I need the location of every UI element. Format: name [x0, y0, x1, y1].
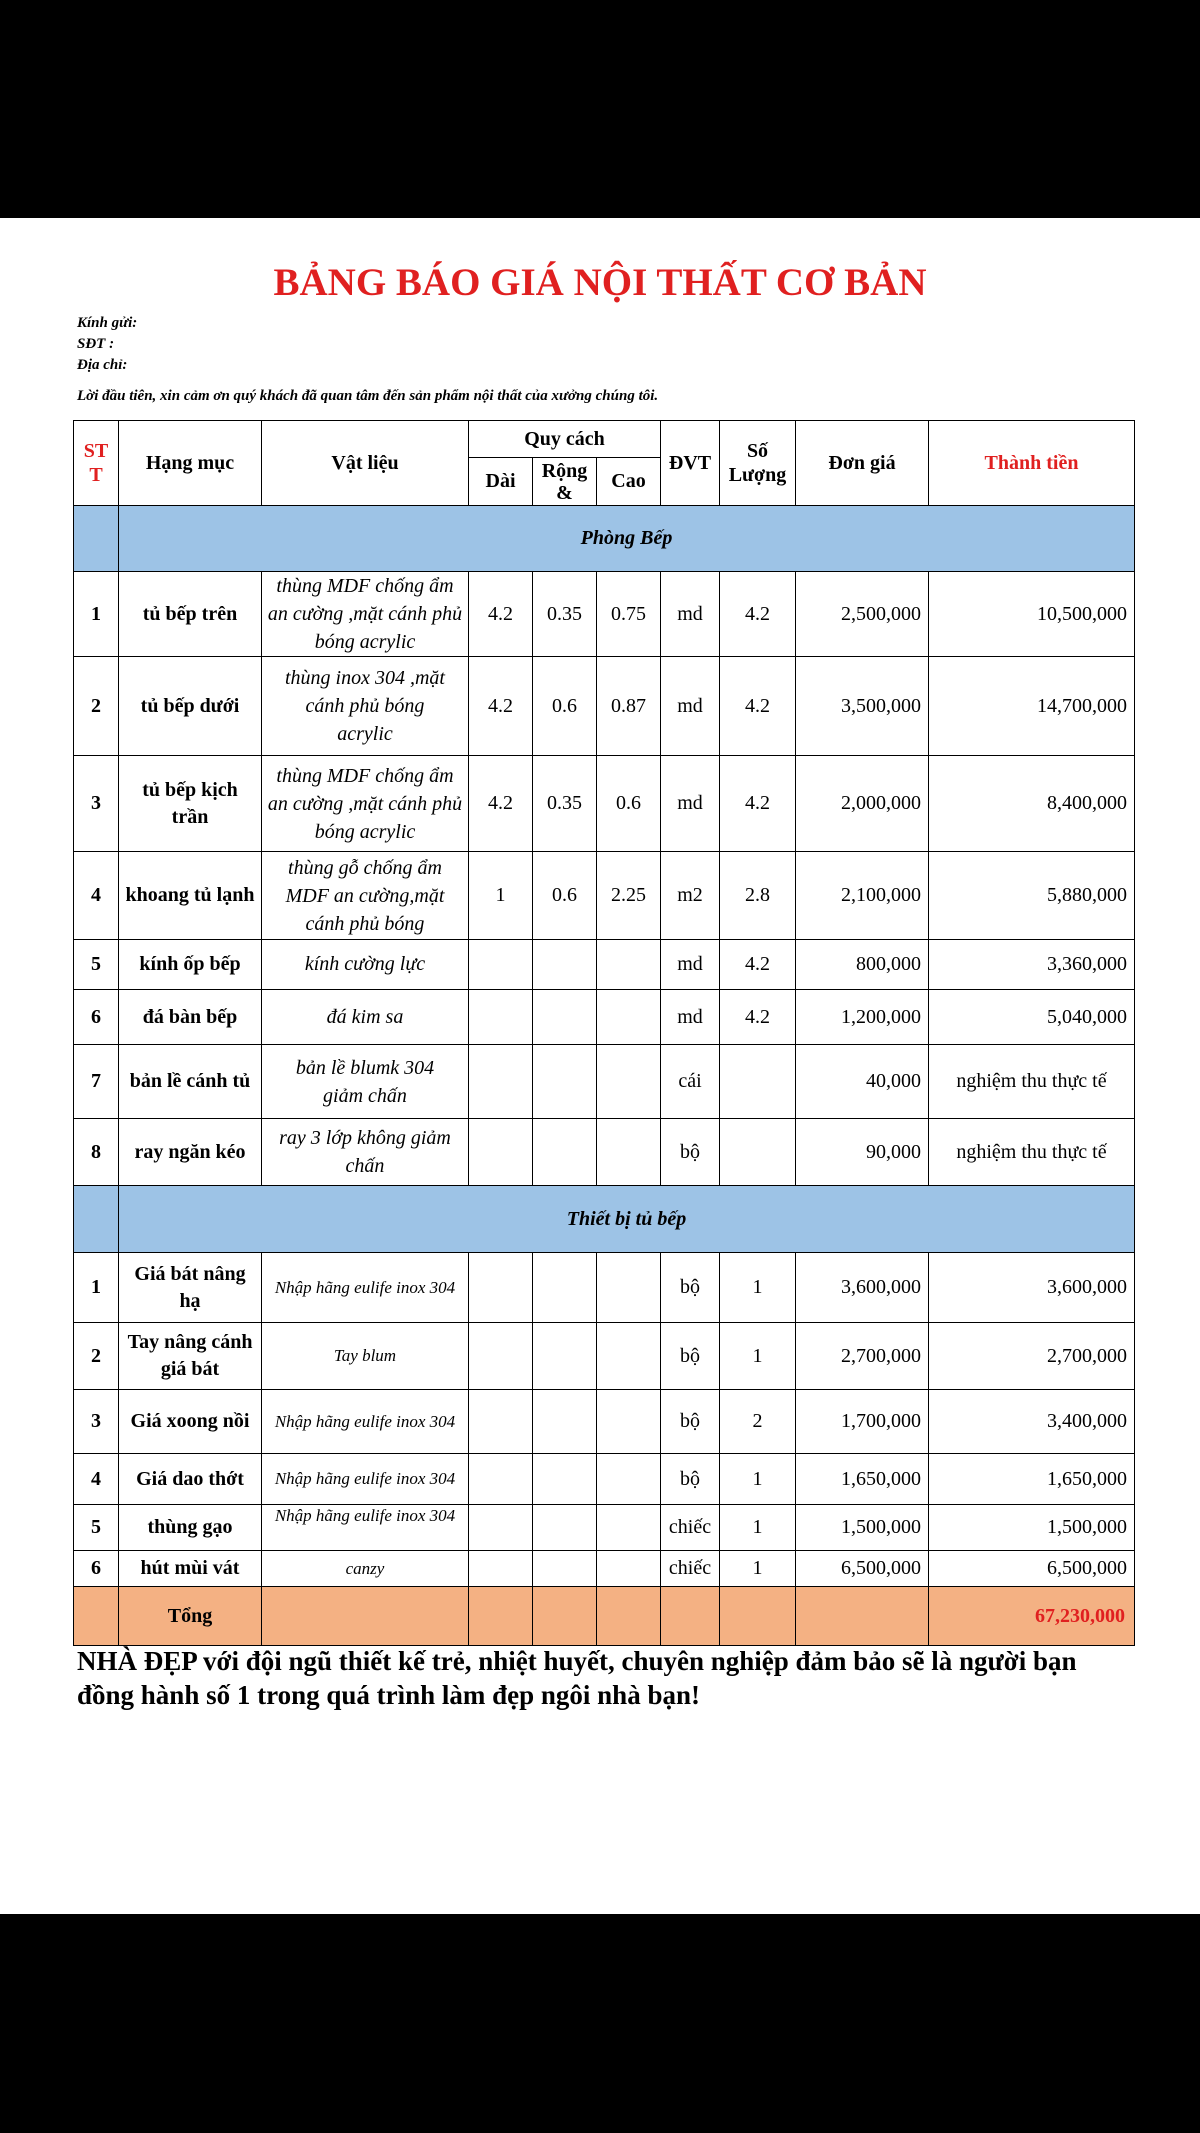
section-title: Phòng Bếp	[119, 506, 1135, 572]
footer-slogan: NHÀ ĐẸP với đội ngũ thiết kế trẻ, nhiệt huyết, chuyên nghiệp đảm bảo sẽ là người bạn đồng hành số 1 trong quá trình làm đẹp ngôi nhà bạn!	[77, 1646, 1077, 1710]
total-row	[74, 1587, 1135, 1646]
header-dvt: ĐVT	[661, 421, 720, 506]
quote-page	[0, 218, 1200, 1914]
table-row: 1 Giá bát nâng hạ Nhập hãng eulife inox 304 bộ 1 3,600,000 3,600,000	[74, 1253, 1135, 1323]
header-rong: Rộng &	[533, 458, 597, 506]
table-row: 6 hút mùi vát canzy chiếc 1 6,500,000 6,500,000	[74, 1551, 1135, 1587]
section-row	[74, 506, 1135, 572]
header-thanh-tien: Thành tiền	[929, 421, 1135, 506]
section-title: Thiết bị tủ bếp	[119, 1186, 1135, 1253]
quote-table	[73, 420, 1135, 1646]
grand-total: 67,230,000	[929, 1587, 1135, 1646]
table-row: 4 Giá dao thớt Nhập hãng eulife inox 304 bộ 1 1,650,000 1,650,000	[74, 1454, 1135, 1505]
header-don-gia: Đơn giá	[796, 421, 929, 506]
table-row: 3 Giá xoong nồi Nhập hãng eulife inox 304 bộ 2 1,700,000 3,400,000	[74, 1390, 1135, 1454]
table-row: 2 Tay nâng cánh giá bát Tay blum bộ 1 2,700,000 2,700,000	[74, 1323, 1135, 1390]
header-vat-lieu: Vật liệu	[262, 421, 469, 506]
table-row: 1 tủ bếp trên thùng MDF chống ẩm an cường ,mặt cánh phủ bóng acrylic 4.2 0.35 0.75 md 4.2 2,500,000 10,500,000	[74, 572, 1135, 657]
header-cao: Cao	[597, 458, 661, 506]
table-row: 4 khoang tủ lạnh thùng gỗ chống ẩm MDF an cường,mặt cánh phủ bóng 1 0.6 2.25 m2 2.8 2,100,000 5,880,000	[74, 852, 1135, 940]
table-row: 6 đá bàn bếp đá kim sa md 4.2 1,200,000 5,040,000	[74, 990, 1135, 1045]
phone-label: SĐT :	[77, 336, 115, 352]
table-row: 2 tủ bếp dưới thùng inox 304 ,mặt cánh phủ bóng acrylic 4.2 0.6 0.87 md 4.2 3,500,000 14,700,000	[74, 657, 1135, 756]
total-label: Tổng	[119, 1587, 262, 1646]
header-quy-cach: Quy cách	[469, 421, 661, 458]
table-row: 7 bản lề cánh tủ bản lề blumk 304 giảm chấn cái 40,000 nghiệm thu thực tế	[74, 1045, 1135, 1119]
header-so-luong: Số Lượng	[720, 421, 796, 506]
recipient-label: Kính gửi:	[77, 315, 138, 331]
header-hang-muc: Hạng mục	[119, 421, 262, 506]
header-stt: STT	[74, 421, 119, 506]
table-row: 5 thùng gạo Nhập hãng eulife inox 304 chiếc 1 1,500,000 1,500,000	[74, 1505, 1135, 1551]
section-row	[74, 1186, 1135, 1253]
table-row: 5 kính ốp bếp kính cường lực md 4.2 800,000 3,360,000	[74, 940, 1135, 990]
greeting-text: Lời đầu tiên, xin cảm ơn quý khách đã quan tâm đến sản phẩm nội thất của xưởng chúng tôi.	[77, 388, 659, 404]
address-label: Địa chỉ:	[77, 357, 128, 373]
page-title: BẢNG BÁO GIÁ NỘI THẤT CƠ BẢN	[273, 261, 927, 304]
table-row: 3 tủ bếp kịch trần thùng MDF chống ẩm an cường ,mặt cánh phủ bóng acrylic 4.2 0.35 0.6 md 4.2 2,000,000 8,400,000	[74, 756, 1135, 852]
header-dai: Dài	[469, 458, 533, 506]
table-row: 8 ray ngăn kéo ray 3 lớp không giảm chấn bộ 90,000 nghiệm thu thực tế	[74, 1119, 1135, 1186]
